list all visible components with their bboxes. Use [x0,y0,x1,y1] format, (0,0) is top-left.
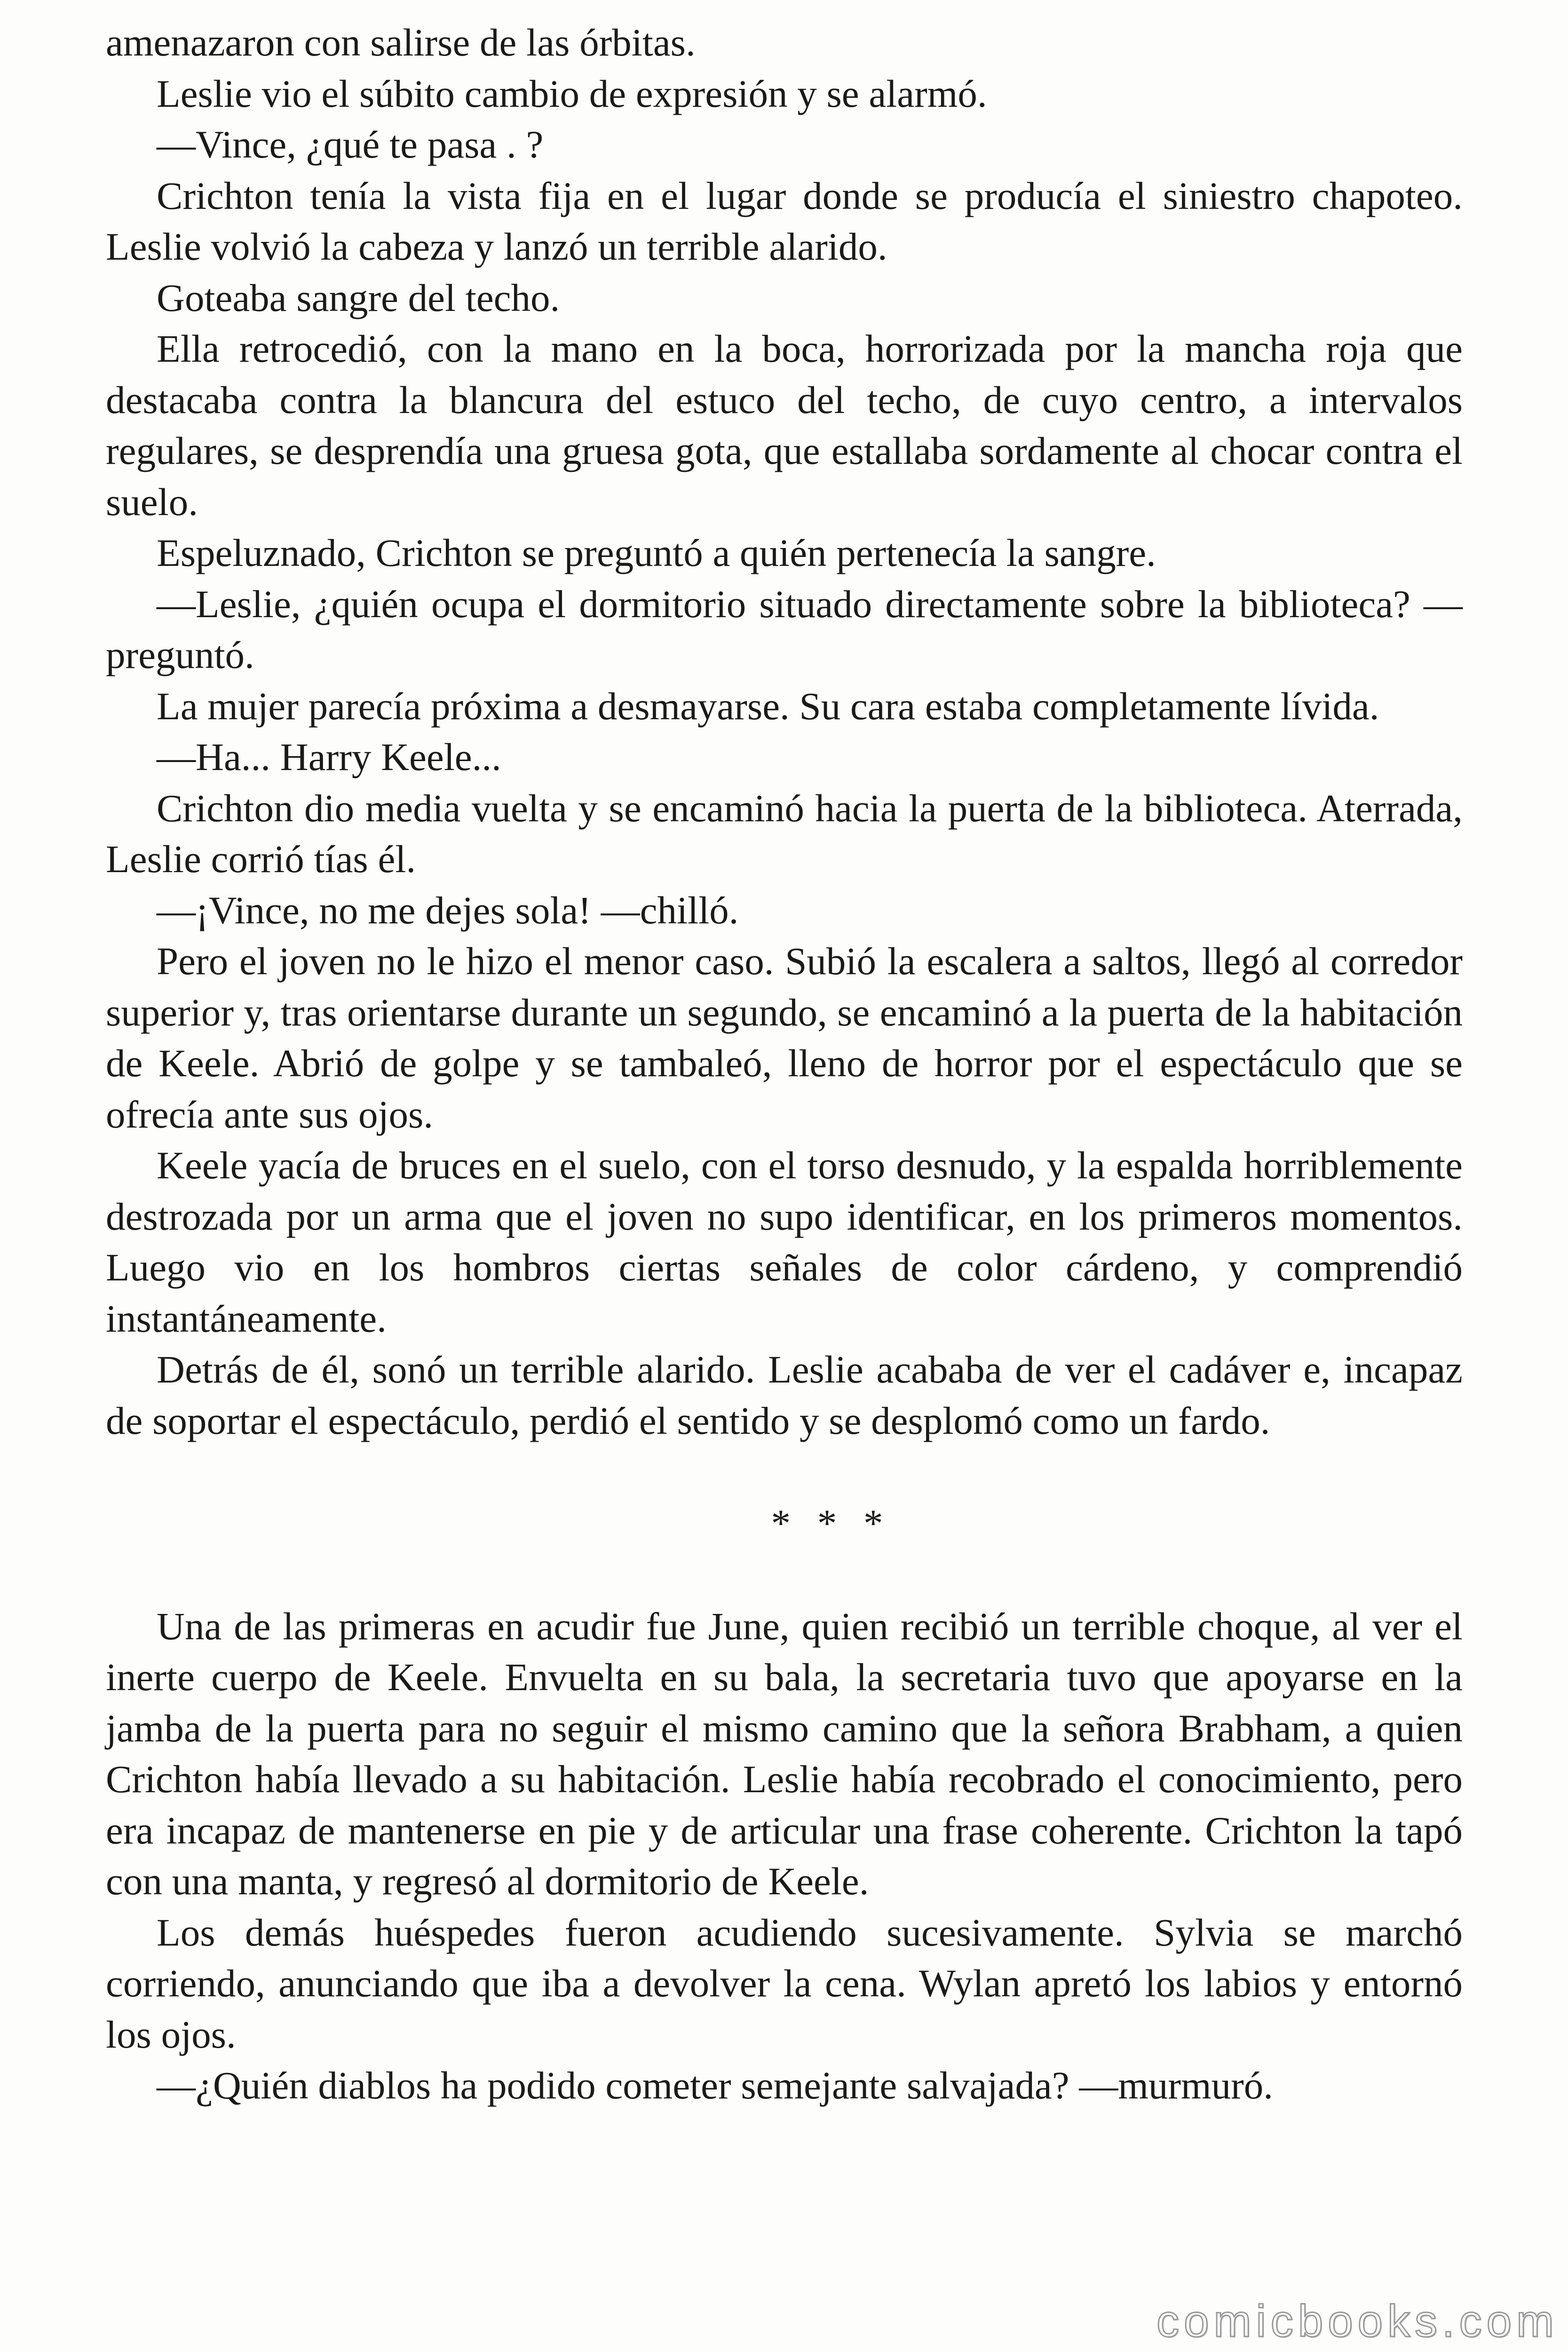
text-block-after-separator [106,1601,1463,2111]
paragraph: —¿Quién diablos ha podido cometer semejante salvajada? —murmuró. [157,2064,1273,2107]
paragraph: Crichton dio media vuelta y se encaminó hacia la puerta de la biblioteca. Aterrada, Leslie corrió tías él. [106,786,1463,881]
paragraph: Los demás huéspedes fueron acudiendo sucesivamente. Sylvia se marchó corriendo, anunciando que iba a devolver la cena. Wylan apretó los labios y entornó los ojos. [106,1910,1463,2056]
paragraph: Detrás de él, sonó un terrible alarido. Leslie acababa de ver el cadáver e, incapaz de soportar el espectáculo, perdió el sentido y se desplomó como un fardo. [106,1348,1463,1442]
paragraph: La mujer parecía próxima a desmayarse. Su cara estaba completamente lívida. [157,684,1379,728]
watermark-logo: comicbooks.com [1156,2296,1559,2346]
paragraph: —Ha... Harry Keele... [157,735,501,779]
paragraph: Espeluznado, Crichton se preguntó a quién pertenecía la sangre. [157,531,1156,574]
page-body [106,17,1463,2111]
paragraph: Una de las primeras en acudir fue June, quien recibió un terrible choque, al ver el inerte cuerpo de Keele. Envuelta en su bala, la secretaria tuvo que apoyarse en la jamba de la puerta para no seguir el mismo camino que la señora Brabham, a quien Crichton había llevado a su habitación. Leslie había recobrado el conocimiento, pero era incapaz de mantenerse en pie y de articular una frase coherente. Crichton la tapó con una manta, y regresó al dormitorio de Keele. [106,1604,1463,1903]
paragraph: —¡Vince, no me dejes sola! —chilló. [157,888,739,932]
paragraph: Leslie vio el súbito cambio de expresión y se alarmó. [157,72,987,115]
paragraph: amenazaron con salirse de las órbitas. [106,21,696,64]
paragraph: Keele yacía de bruces en el suelo, con el torso desnudo, y la espalda horriblemente destrozada por un arma que el joven no supo identificar, en los primeros momentos. Luego vio en los hombros ciertas señales de color cárdeno, y comprendió instantáneamente. [106,1144,1463,1340]
paragraph: Goteaba sangre del techo. [157,276,560,319]
paragraph: —Leslie, ¿quién ocupa el dormitorio situado directamente sobre la biblioteca? —preguntó. [106,582,1463,676]
text-block-before-separator [106,17,1463,1446]
section-separator: * * * [771,1502,892,1545]
paragraph: Crichton tenía la vista fija en el lugar donde se producía el siniestro chapoteo. Leslie volvió la cabeza y lanzó un terrible alarido. [106,174,1463,268]
paragraph: Ella retrocedió, con la mano en la boca, horrorizada por la mancha roja que destacaba contra la blancura del estuco del techo, de cuyo centro, a intervalos regulares, se desprendía una gruesa gota, que estallaba sordamente al chocar contra el suelo. [106,327,1463,524]
paragraph: Pero el joven no le hizo el menor caso. Subió la escalera a saltos, llegó al corredor superior y, tras orientarse durante un segundo, se encaminó a la puerta de la habitación de Keele. Abrió de golpe y se tambaleó, lleno de horror por el espectáculo que se ofrecía ante sus ojos. [106,939,1463,1136]
paragraph: —Vince, ¿qué te pasa . ? [157,123,544,166]
